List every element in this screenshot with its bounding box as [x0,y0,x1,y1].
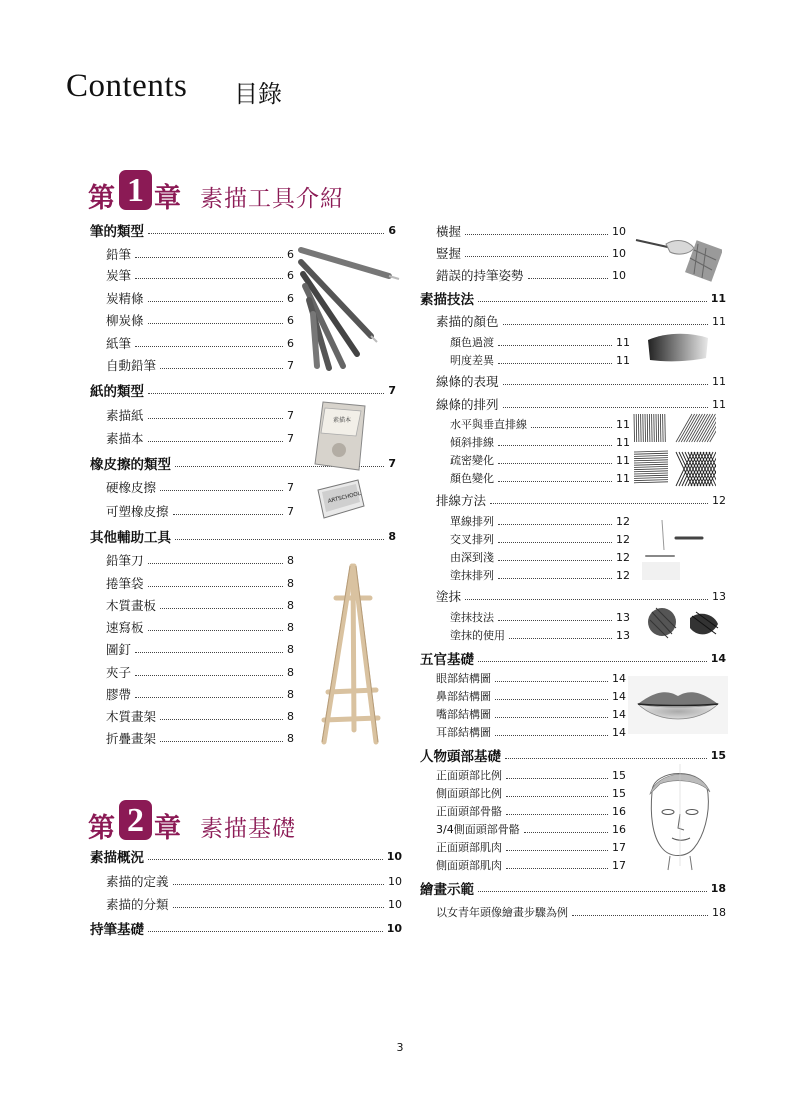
toc-entry[interactable] [106,310,294,330]
toc-entry-page: 17 [612,858,626,872]
toc-entry-page: 8 [388,529,396,543]
toc-entry[interactable] [436,855,626,875]
toc-entry-label: 折疊畫架 [106,731,157,746]
chapter-prefix: 第 [88,183,115,214]
toc-entry[interactable] [450,529,630,549]
toc-entry-page: 11 [616,417,630,431]
dot-leader [498,463,612,464]
toc-entry-page: 15 [612,768,626,782]
chapter-prefix: 第 [88,813,115,844]
dot-leader [498,578,612,579]
page-number: 3 [396,1041,404,1054]
dot-leader [498,524,612,525]
toc-entry-label: 鉛筆 [106,247,132,262]
toc-entry-label: 顏色過渡 [450,336,494,349]
dot-leader [148,563,283,564]
toc-entry-page: 8 [287,553,294,567]
dot-leader [495,717,608,718]
dot-leader [498,481,612,482]
dot-leader [503,384,708,385]
toc-entry[interactable] [420,288,726,308]
dot-leader [173,907,384,908]
toc-entry-label: 塗抹的使用 [450,629,505,642]
dot-leader [478,661,707,662]
toc-entry-label: 速寫板 [106,620,144,635]
toc-entry[interactable] [106,477,294,497]
toc-entry-label: 眼部結構圖 [436,672,491,685]
dot-leader [506,850,608,851]
toc-entry-page: 6 [388,223,396,237]
toc-entry-label: 炭精條 [106,291,144,306]
dot-leader [148,586,283,587]
toc-entry-label: 明度差異 [450,354,494,367]
toc-entry[interactable] [436,311,726,331]
toc-entry-page: 10 [388,897,402,911]
chapter-suffix: 章 [154,813,181,844]
toc-entry-page: 6 [287,336,294,350]
toc-entry[interactable] [106,265,294,285]
toc-entry-page: 10 [612,268,626,282]
toc-entry[interactable] [106,288,294,308]
dot-leader [498,542,612,543]
toc-entry-page: 11 [712,314,726,328]
sketchbook-label: 素描本 [333,417,352,424]
toc-entry[interactable] [436,490,726,510]
dot-leader [531,427,612,428]
toc-entry-label: 素描的分類 [106,897,169,912]
toc-entry-label: 耳部結構圖 [436,726,491,739]
dot-leader [503,324,708,325]
chapter-title: 素描基礎 [200,816,296,842]
toc-entry-label: 素描概況 [90,850,144,866]
toc-entry-page: 16 [612,804,626,818]
toc-entry-label: 繪畫示範 [420,882,474,898]
dot-leader [148,630,283,631]
toc-entry[interactable] [450,332,630,352]
toc-entry[interactable] [436,704,626,724]
dot-leader [148,859,383,860]
toc-entry[interactable] [436,801,626,821]
toc-entry-page: 7 [388,383,396,397]
toc-entry[interactable] [106,244,294,264]
dot-leader [148,418,283,419]
toc-entry-page: 11 [616,353,630,367]
line-methods-illustration [640,516,710,586]
dot-leader [135,278,283,279]
toc-entry[interactable] [90,846,402,866]
toc-entry-page: 14 [612,725,626,739]
toc-entry-label: 硬橡皮擦 [106,480,157,495]
toc-entry-label: 塗抹 [436,589,462,604]
dot-leader [148,233,384,234]
toc-entry-page: 12 [616,568,630,582]
chapter-title: 素描工具介紹 [200,186,344,212]
toc-entry-label: 排線方法 [436,493,487,508]
toc-entry-page: 11 [710,291,726,305]
toc-entry-label: 木質畫架 [106,709,157,724]
toc-entry[interactable] [106,871,402,891]
toc-entry-page: 6 [287,313,294,327]
toc-entry[interactable] [436,765,626,785]
toc-entry-page: 18 [712,905,726,919]
toc-entry[interactable] [450,607,630,627]
dot-leader [173,884,384,885]
toc-entry-page: 11 [712,374,726,388]
head-sketch-illustration [634,762,724,872]
toc-entry-label: 線條的表現 [436,374,499,389]
dot-leader [148,301,283,302]
dot-leader [148,323,283,324]
dot-leader [509,638,612,639]
toc-entry-label: 側面頭部比例 [436,787,502,800]
toc-entry-label: 炭筆 [106,268,132,283]
chapter-number-badge: 1 [119,170,152,210]
toc-entry-page: 11 [616,453,630,467]
toc-entry[interactable] [436,221,626,241]
toc-entry-label: 水平與垂直排線 [450,418,527,431]
toc-entry-label: 單線排列 [450,515,494,528]
dot-leader [506,868,608,869]
dot-leader [498,620,612,621]
toc-entry-page: 6 [287,291,294,305]
toc-entry[interactable] [106,405,294,425]
toc-entry-page: 10 [612,224,626,238]
toc-entry-page: 15 [612,786,626,800]
toc-entry-page: 10 [388,874,402,888]
toc-entry[interactable] [420,648,726,668]
toc-entry-page: 17 [612,840,626,854]
dot-leader [135,257,283,258]
toc-entry[interactable] [450,414,630,434]
toc-entry-page: 13 [616,628,630,642]
toc-entry-page: 12 [712,493,726,507]
toc-entry[interactable] [106,550,294,570]
toc-entry-label: 夾子 [106,665,132,680]
toc-entry-page: 8 [287,731,294,745]
toc-entry-label: 錯誤的持筆姿勢 [436,268,524,283]
toc-entry[interactable] [420,878,726,898]
tonal-gradient-illustration [646,330,710,364]
toc-entry-page: 12 [616,550,630,564]
dot-leader [135,675,283,676]
dot-leader [160,741,283,742]
toc-entry-page: 11 [616,335,630,349]
toc-entry-label: 筆的類型 [90,224,144,240]
toc-entry-page: 7 [287,358,294,372]
toc-entry[interactable] [436,686,626,706]
toc-entry-page: 7 [287,504,294,518]
eraser-illustration [312,476,368,522]
chapter-1-heading [88,170,388,214]
dot-leader [148,931,383,932]
toc-entry-page: 7 [287,408,294,422]
dot-leader [506,778,608,779]
toc-entry-label: 塗抹技法 [450,611,494,624]
toc-entry-label: 素描的定義 [106,874,169,889]
toc-entry[interactable] [106,684,294,704]
dot-leader [148,441,283,442]
dot-leader [465,234,608,235]
toc-entry-label: 線條的排列 [436,397,499,412]
dot-leader [503,407,708,408]
toc-entry-page: 10 [386,849,402,863]
toc-entry-page: 8 [287,620,294,634]
toc-entry[interactable] [106,617,294,637]
dot-leader [175,539,384,540]
eraser-label: ARTSCHOOL [327,490,362,505]
toc-entry-page: 14 [612,689,626,703]
toc-entry-label: 紙的類型 [90,384,144,400]
toc-entry-label: 塗抹排列 [450,569,494,582]
chapter-2-heading [88,800,388,844]
toc-entry-page: 8 [287,642,294,656]
toc-entry-page: 13 [616,610,630,624]
toc-entry-page: 11 [712,397,726,411]
toc-entry[interactable] [436,837,626,857]
toc-entry-label: 其他輔助工具 [90,530,171,546]
hatching-samples-illustration [632,412,716,488]
toc-entry[interactable] [106,333,294,353]
toc-entry-page: 12 [616,532,630,546]
toc-entry-page: 10 [386,921,402,935]
dot-leader [160,368,283,369]
toc-entry-label: 嘴部結構圖 [436,708,491,721]
toc-entry-label: 素描技法 [420,292,474,308]
easel-illustration [306,560,388,750]
toc-entry[interactable] [106,501,294,521]
toc-entry-page: 11 [616,471,630,485]
chapter-number-badge: 2 [119,800,152,840]
toc-entry-label: 木質畫板 [106,598,157,613]
toc-entry-label: 交叉排列 [450,533,494,546]
dot-leader [173,514,283,515]
toc-entry-page: 16 [612,822,626,836]
toc-entry-label: 可塑橡皮擦 [106,504,169,519]
toc-entry[interactable] [436,371,726,391]
toc-entry-page: 13 [712,589,726,603]
hand-holding-pencil-illustration [632,226,722,286]
toc-entry-label: 橡皮擦的類型 [90,457,171,473]
toc-entry-page: 14 [710,651,726,665]
toc-entry[interactable] [106,706,294,726]
toc-entry[interactable] [450,625,630,645]
dot-leader [505,758,707,759]
toc-entry-page: 12 [616,514,630,528]
toc-entry[interactable] [436,783,626,803]
toc-entry-label: 紙筆 [106,336,132,351]
toc-entry[interactable] [90,526,396,546]
dot-leader [490,503,708,504]
sketchbook-illustration [311,396,371,476]
toc-entry[interactable] [436,586,726,606]
toc-entry[interactable] [450,350,630,370]
toc-entry-page: 6 [287,268,294,282]
dot-leader [160,719,283,720]
toc-entry-page: 8 [287,687,294,701]
toc-entry-label: 膠帶 [106,687,132,702]
toc-entry-page: 14 [612,671,626,685]
toc-entry[interactable] [436,265,626,285]
toc-entry-page: 8 [287,598,294,612]
toc-entry-label: 持筆基礎 [90,922,144,938]
dot-leader [495,699,608,700]
toc-entry[interactable] [106,595,294,615]
toc-entry-label: 豎握 [436,246,462,261]
toc-entry[interactable] [450,565,630,585]
toc-entry-label: 傾斜排線 [450,436,494,449]
toc-entry[interactable] [436,722,626,742]
toc-entry-label: 圖釘 [106,642,132,657]
toc-entry[interactable] [436,394,726,414]
toc-entry-page: 6 [287,247,294,261]
chapter-suffix: 章 [154,183,181,214]
toc-entry[interactable] [106,639,294,659]
toc-entry-label: 正面頭部骨骼 [436,805,502,818]
toc-entry-label: 鼻部結構圖 [436,690,491,703]
toc-entry[interactable] [450,511,630,531]
toc-entry-page: 15 [710,748,726,762]
dot-leader [135,346,283,347]
toc-entry[interactable] [436,902,726,922]
dot-leader [506,796,608,797]
toc-entry-label: 素描本 [106,431,144,446]
dot-leader [148,393,384,394]
dot-leader [524,832,608,833]
toc-entry[interactable] [106,662,294,682]
pencils-illustration [295,236,405,376]
toc-entry-label: 正面頭部肌肉 [436,841,502,854]
toc-entry[interactable] [436,243,626,263]
dot-leader [478,301,707,302]
toc-entry-label: 橫握 [436,224,462,239]
dot-leader [465,599,708,600]
toc-entry-page: 10 [612,246,626,260]
dot-leader [135,697,283,698]
dot-leader [498,560,612,561]
toc-entry[interactable] [106,355,294,375]
dot-leader [160,490,283,491]
dot-leader [495,681,608,682]
dot-leader [160,608,283,609]
toc-entry[interactable] [436,668,626,688]
dot-leader [478,891,707,892]
toc-entry-label: 自動鉛筆 [106,358,157,373]
toc-entry-label: 捲筆袋 [106,576,144,591]
dot-leader [498,363,612,364]
toc-entry-label: 鉛筆刀 [106,553,144,568]
toc-entry-page: 8 [287,576,294,590]
toc-entry-page: 11 [616,435,630,449]
dot-leader [135,652,283,653]
dot-leader [498,445,612,446]
dot-leader [495,735,608,736]
toc-entry-label: 素描紙 [106,408,144,423]
toc-entry-label: 柳炭條 [106,313,144,328]
lips-illustration [628,676,728,734]
toc-entry-label: 顏色變化 [450,472,494,485]
dot-leader [528,278,608,279]
toc-entry[interactable] [450,450,630,470]
toc-entry[interactable] [106,573,294,593]
contents-title-zh: 目錄 [234,80,282,108]
toc-entry[interactable] [436,819,626,839]
toc-entry-label: 由深到淺 [450,551,494,564]
toc-entry-page: 7 [388,456,396,470]
toc-entry[interactable] [450,547,630,567]
toc-entry[interactable] [450,468,630,488]
toc-entry-page: 8 [287,709,294,723]
toc-entry-page: 14 [612,707,626,721]
toc-entry-page: 8 [287,665,294,679]
smudge-samples-illustration [646,604,720,644]
toc-entry-label: 疏密變化 [450,454,494,467]
toc-entry-label: 3/4側面頭部骨骼 [436,823,520,836]
toc-entry-page: 18 [710,881,726,895]
toc-entry-label: 素描的顏色 [436,314,499,329]
toc-entry[interactable] [106,728,294,748]
toc-entry-label: 人物頭部基礎 [420,749,501,765]
dot-leader [498,345,612,346]
toc-entry-label: 正面頭部比例 [436,769,502,782]
toc-entry[interactable] [450,432,630,452]
contents-title-en: Contents [66,68,188,104]
toc-entry[interactable] [106,894,402,914]
toc-entry-label: 五官基礎 [420,652,474,668]
toc-entry-page: 7 [287,431,294,445]
toc-entry-label: 以女青年頭像繪畫步驟為例 [436,906,568,919]
dot-leader [506,814,608,815]
toc-entry-page: 7 [287,480,294,494]
dot-leader [572,915,708,916]
toc-entry-label: 側面頭部肌肉 [436,859,502,872]
toc-entry[interactable] [90,918,402,938]
toc-entry[interactable] [106,428,294,448]
dot-leader [465,256,608,257]
